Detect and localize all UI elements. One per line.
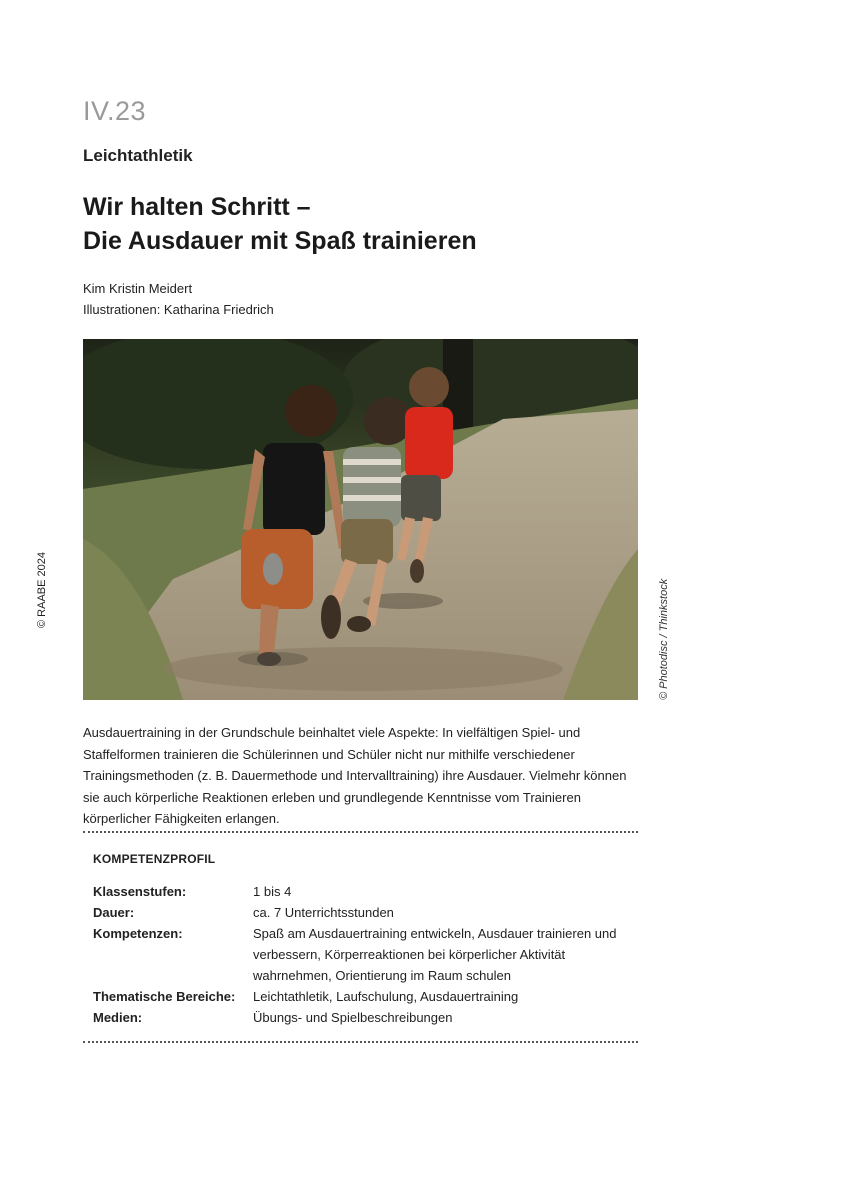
profile-label: Klassenstufen: [93, 884, 187, 899]
title-line-2: Die Ausdauer mit Spaß trainieren [83, 227, 477, 255]
kompetenzprofil-heading: KOMPETENZPROFIL [93, 852, 216, 866]
divider-bottom [83, 1041, 638, 1043]
intro-paragraph: Ausdauertraining in der Grundschule beinhaltet viele Aspekte: In vielfältigen Spiel- und Staffelformen trainieren die Schülerinnen und Schüler nicht nur mithilfe verschiedener Trainingsmethoden (z. B. Dauermethode und Intervalltraining) ihre Ausdauer. Vielmehr können sie auch körperliche Reaktionen erleben und grundlegende Kenntnisse vom Trainieren körperlicher Fähigkeiten erlangen. [83, 725, 627, 826]
profile-value: Spaß am Ausdauertraining entwickeln, Ausdauer trainieren und verbessern, Körperreaktionen bei körperlicher Aktivität wahrnehmen, Orientierung im Raum schulen [253, 926, 617, 983]
profile-label: Thematische Bereiche: [93, 989, 236, 1004]
profile-value: 1 bis 4 [253, 884, 292, 899]
chapter-number: IV.23 [83, 96, 147, 126]
profile-value: Leichtathletik, Laufschulung, Ausdauertraining [253, 989, 519, 1004]
photo-credit: © Photodisc / Thinkstock [658, 578, 670, 700]
profile-label: Dauer: [93, 905, 135, 920]
profile-value: Übungs- und Spielbeschreibungen [253, 1010, 453, 1025]
children-running-photo [83, 339, 638, 700]
profile-label: Kompetenzen: [93, 926, 183, 941]
profile-label: Medien: [93, 1010, 143, 1025]
page-title [83, 190, 477, 258]
cover-photo [83, 339, 638, 700]
title-line-1: Wir halten Schritt – [83, 193, 311, 221]
author-name: Kim Kristin Meidert [83, 281, 193, 296]
copyright-notice: © RAABE 2024 [36, 552, 48, 628]
illustrator-credit: Illustrationen: Katharina Friedrich [83, 302, 274, 317]
profile-value: ca. 7 Unterrichtsstunden [253, 905, 394, 920]
subject-label: Leichtathletik [83, 146, 193, 165]
divider-top [83, 831, 638, 833]
